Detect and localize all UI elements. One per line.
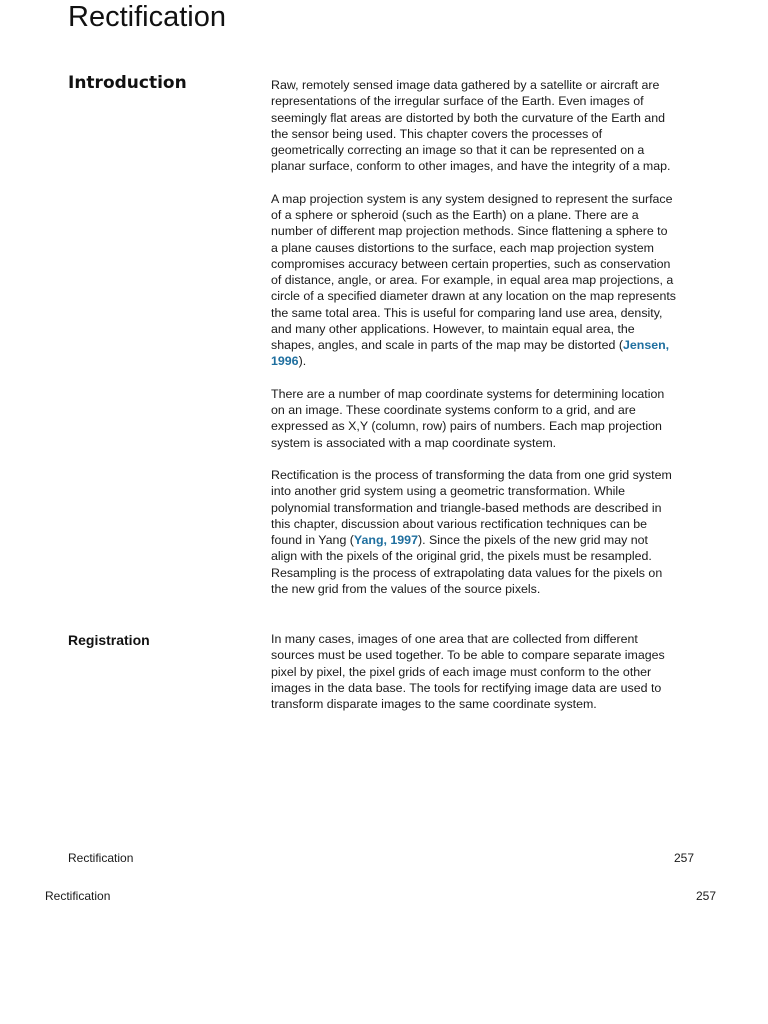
introduction-body [271,77,677,597]
footer-chapter-label: Rectification [68,851,134,865]
registration-heading: Registration [68,632,150,648]
registration-body [271,631,677,712]
page-title: Rectification [68,1,226,33]
introduction-paragraph-3: There are a number of map coordinate systems for determining location on an image. These coordinate systems conform to a grid, and are expressed as X,Y (column, row) pairs of numbers. Each map projection system is associated with a map coordinate system. [271,386,665,450]
footer-page-number-secondary: 257 [696,889,717,903]
footer-page-number: 257 [674,851,695,865]
paragraph-2-text-end: ). [298,354,307,369]
introduction-paragraph-1: Raw, remotely sensed image data gathered by a satellite or aircraft are representations of the irregular surface of the Earth. Even images of seemingly flat areas are distorted by both the curvature of the Earth and the sensor being used. This chapter covers the processes of geometrically correcting an image so that it can be represented on a planar surface, conform to other images, and have the integrity of a map. [271,78,671,174]
paragraph-2-text: A map projection system is any system designed to represent the surface of a sphere or spheroid (such as the Earth) on a plane. There are a number of different map projection methods. Since flattening a sphere to a plane causes distortions to the surface, each map projection system compromises accuracy between certain properties, such as conservation of distance, angle, or area. For example, in equal area map projections, a circle of a specified diameter drawn at any location on the map represents the same total area. This is useful for comparing land use area, density, and many other applications. However, to maintain equal area, the shapes, angles, and scale in parts of the map may be distorted ( [271,191,676,352]
registration-paragraph-1: In many cases, images of one area that are collected from different sources must be used together. To be able to compare separate images pixel by pixel, the pixel grids of each image must conform to the other images in the data base. The tools for rectifying image data are used to transform disparate images to the same coordinate system. [271,632,665,711]
paragraph-4-text-end: ). Since the pixels of the new grid may not align with the pixels of the original grid, the pixels must be resampled. Resampling is the process of extrapolating data values for the pixels on the new grid from the values of the source pixels. [271,533,663,596]
introduction-heading: Introduction [68,73,187,93]
introduction-paragraph-4 [271,467,677,597]
paragraph-4-text: Rectification is the process of transforming the data from one grid system into another grid system using a geometric transformation. While polynomial transformation and triangle-based methods are described in this chapter, discussion about various rectification techniques can be found in Yang ( [271,468,672,547]
jensen-1996-citation-link[interactable]: Jensen, 1996 [271,338,670,369]
introduction-paragraph-2 [271,191,677,370]
footer-chapter-label-secondary: Rectification [45,889,111,903]
yang-1997-citation-link[interactable]: Yang, 1997 [353,533,418,547]
